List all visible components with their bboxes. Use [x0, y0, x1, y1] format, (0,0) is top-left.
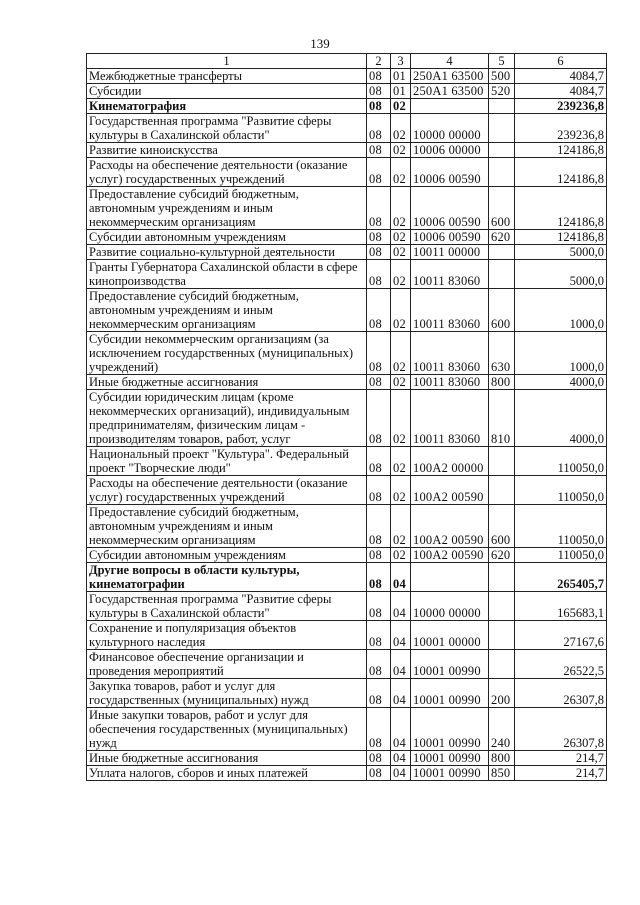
row-expense-type: 850 [489, 766, 515, 781]
row-name: Субсидии некоммерческим организациям (за исключением государственных (муниципальных) учреждений) [87, 332, 367, 375]
row-amount: 214,7 [515, 766, 607, 781]
row-section-code: 08 [367, 69, 391, 84]
row-subsection-code: 02 [391, 375, 411, 390]
table-row [87, 563, 607, 592]
table-row [87, 476, 607, 505]
row-amount: 239236,8 [515, 114, 607, 143]
row-section-code: 08 [367, 505, 391, 548]
table-row [87, 390, 607, 447]
row-subsection-code: 02 [391, 390, 411, 447]
table-body [87, 69, 607, 781]
table-row [87, 548, 607, 563]
col-header-subsection: 3 [391, 54, 411, 69]
row-name: Иные бюджетные ассигнования [87, 375, 367, 390]
row-section-code: 08 [367, 230, 391, 245]
col-header-target-article: 4 [411, 54, 489, 69]
row-target-article: 100A2 00590 [411, 476, 489, 505]
row-target-article: 10006 00590 [411, 187, 489, 230]
row-subsection-code: 04 [391, 621, 411, 650]
row-amount: 265405,7 [515, 563, 607, 592]
header-row [87, 54, 607, 69]
row-target-article: 10001 00990 [411, 679, 489, 708]
row-expense-type: 240 [489, 708, 515, 751]
row-name: Расходы на обеспечение деятельности (оказание услуг) государственных учреждений [87, 476, 367, 505]
row-subsection-code: 04 [391, 563, 411, 592]
row-name: Иные закупки товаров, работ и услуг для обеспечения государственных (муниципальных) нужд [87, 708, 367, 751]
row-name: Государственная программа "Развитие сферы культуры в Сахалинской области" [87, 592, 367, 621]
table-row [87, 332, 607, 375]
row-name: Предоставление субсидий бюджетным, автономным учреждениям и иным некоммерческим организациям [87, 187, 367, 230]
row-target-article: 10001 00990 [411, 751, 489, 766]
row-name: Субсидии юридическим лицам (кроме некоммерческих организаций), индивидуальным предпринимателям, физическим лицам - производителям товаров, работ, услуг [87, 390, 367, 447]
row-amount: 4084,7 [515, 69, 607, 84]
row-amount: 27167,6 [515, 621, 607, 650]
row-target-article [411, 563, 489, 592]
row-target-article: 10001 00990 [411, 766, 489, 781]
row-subsection-code: 04 [391, 650, 411, 679]
row-section-code: 08 [367, 187, 391, 230]
row-target-article: 10006 00000 [411, 143, 489, 158]
row-subsection-code: 04 [391, 751, 411, 766]
row-section-code: 08 [367, 621, 391, 650]
row-target-article: 10011 00000 [411, 245, 489, 260]
row-amount: 26307,8 [515, 708, 607, 751]
row-amount: 26307,8 [515, 679, 607, 708]
row-section-code: 08 [367, 447, 391, 476]
row-name: Межбюджетные трансферты [87, 69, 367, 84]
row-expense-type [489, 114, 515, 143]
row-subsection-code: 02 [391, 548, 411, 563]
row-amount: 214,7 [515, 751, 607, 766]
row-expense-type: 600 [489, 187, 515, 230]
row-name: Субсидии [87, 84, 367, 99]
row-name: Закупка товаров, работ и услуг для государственных (муниципальных) нужд [87, 679, 367, 708]
row-target-article: 100A2 00590 [411, 505, 489, 548]
row-expense-type [489, 143, 515, 158]
table-row [87, 766, 607, 781]
table-row [87, 99, 607, 114]
row-section-code: 08 [367, 158, 391, 187]
row-name: Другие вопросы в области культуры, кинематографии [87, 563, 367, 592]
col-header-name: 1 [87, 54, 367, 69]
row-target-article: 10000 00000 [411, 114, 489, 143]
row-name: Развитие киноискусства [87, 143, 367, 158]
row-subsection-code: 02 [391, 99, 411, 114]
row-subsection-code: 02 [391, 332, 411, 375]
row-amount: 165683,1 [515, 592, 607, 621]
row-section-code: 08 [367, 99, 391, 114]
row-name: Финансовое обеспечение организации и проведения мероприятий [87, 650, 367, 679]
row-amount: 110050,0 [515, 505, 607, 548]
row-expense-type [489, 563, 515, 592]
row-target-article: 10011 83060 [411, 390, 489, 447]
table-row [87, 84, 607, 99]
row-name: Предоставление субсидий бюджетным, автономным учреждениям и иным некоммерческим организациям [87, 289, 367, 332]
row-section-code: 08 [367, 143, 391, 158]
table-row [87, 260, 607, 289]
row-expense-type: 620 [489, 548, 515, 563]
row-target-article: 10001 00000 [411, 621, 489, 650]
row-section-code: 08 [367, 548, 391, 563]
row-name: Гранты Губернатора Сахалинской области в сфере кинопроизводства [87, 260, 367, 289]
row-expense-type [489, 245, 515, 260]
table-row [87, 447, 607, 476]
row-expense-type: 800 [489, 375, 515, 390]
row-amount: 4000,0 [515, 375, 607, 390]
row-amount: 239236,8 [515, 99, 607, 114]
row-subsection-code: 04 [391, 592, 411, 621]
row-section-code: 08 [367, 592, 391, 621]
row-name: Расходы на обеспечение деятельности (оказание услуг) государственных учреждений [87, 158, 367, 187]
row-expense-type: 520 [489, 84, 515, 99]
row-amount: 124186,8 [515, 143, 607, 158]
row-expense-type [489, 158, 515, 187]
table-row [87, 708, 607, 751]
row-subsection-code: 02 [391, 505, 411, 548]
row-section-code: 08 [367, 260, 391, 289]
row-name: Предоставление субсидий бюджетным, автономным учреждениям и иным некоммерческим организациям [87, 505, 367, 548]
table-row [87, 114, 607, 143]
row-amount: 4084,7 [515, 84, 607, 99]
row-name: Субсидии автономным учреждениям [87, 230, 367, 245]
row-subsection-code: 02 [391, 158, 411, 187]
row-subsection-code: 02 [391, 114, 411, 143]
row-amount: 1000,0 [515, 289, 607, 332]
table-row [87, 679, 607, 708]
row-name: Субсидии автономным учреждениям [87, 548, 367, 563]
table-row [87, 592, 607, 621]
row-expense-type [489, 650, 515, 679]
table-row [87, 621, 607, 650]
row-expense-type: 200 [489, 679, 515, 708]
row-amount: 124186,8 [515, 230, 607, 245]
table-row [87, 69, 607, 84]
table-row [87, 187, 607, 230]
table-row [87, 143, 607, 158]
row-subsection-code: 02 [391, 245, 411, 260]
row-amount: 110050,0 [515, 447, 607, 476]
row-expense-type [489, 447, 515, 476]
row-subsection-code: 02 [391, 447, 411, 476]
row-target-article: 10001 00990 [411, 650, 489, 679]
row-subsection-code: 04 [391, 708, 411, 751]
row-name: Иные бюджетные ассигнования [87, 751, 367, 766]
row-amount: 110050,0 [515, 548, 607, 563]
row-amount: 5000,0 [515, 260, 607, 289]
table-row [87, 650, 607, 679]
row-expense-type: 500 [489, 69, 515, 84]
row-subsection-code: 02 [391, 230, 411, 245]
row-target-article: 100A2 00000 [411, 447, 489, 476]
row-amount: 1000,0 [515, 332, 607, 375]
row-subsection-code: 04 [391, 766, 411, 781]
row-section-code: 08 [367, 289, 391, 332]
row-subsection-code: 02 [391, 143, 411, 158]
row-name: Кинематография [87, 99, 367, 114]
row-target-article: 10011 83060 [411, 332, 489, 375]
row-expense-type: 600 [489, 505, 515, 548]
table-row [87, 505, 607, 548]
row-subsection-code: 02 [391, 187, 411, 230]
row-subsection-code: 01 [391, 84, 411, 99]
row-expense-type [489, 592, 515, 621]
row-subsection-code: 02 [391, 260, 411, 289]
table-row [87, 158, 607, 187]
row-subsection-code: 02 [391, 476, 411, 505]
row-section-code: 08 [367, 766, 391, 781]
row-section-code: 08 [367, 114, 391, 143]
row-target-article: 10001 00990 [411, 708, 489, 751]
row-target-article: 250A1 63500 [411, 69, 489, 84]
row-subsection-code: 04 [391, 679, 411, 708]
table-row [87, 230, 607, 245]
row-section-code: 08 [367, 679, 391, 708]
row-target-article: 10011 83060 [411, 289, 489, 332]
row-section-code: 08 [367, 332, 391, 375]
row-amount: 26522,5 [515, 650, 607, 679]
row-target-article: 10006 00590 [411, 158, 489, 187]
row-name: Национальный проект "Культура". Федеральный проект "Творческие люди" [87, 447, 367, 476]
col-header-expense-type: 5 [489, 54, 515, 69]
row-section-code: 08 [367, 476, 391, 505]
row-amount: 124186,8 [515, 158, 607, 187]
row-name: Уплата налогов, сборов и иных платежей [87, 766, 367, 781]
row-section-code: 08 [367, 751, 391, 766]
row-section-code: 08 [367, 650, 391, 679]
row-target-article: 10006 00590 [411, 230, 489, 245]
row-amount: 124186,8 [515, 187, 607, 230]
row-expense-type: 810 [489, 390, 515, 447]
row-section-code: 08 [367, 375, 391, 390]
table-row [87, 375, 607, 390]
table-row [87, 751, 607, 766]
row-amount: 4000,0 [515, 390, 607, 447]
row-expense-type [489, 99, 515, 114]
row-expense-type [489, 260, 515, 289]
row-expense-type [489, 621, 515, 650]
row-amount: 110050,0 [515, 476, 607, 505]
row-subsection-code: 01 [391, 69, 411, 84]
row-section-code: 08 [367, 390, 391, 447]
row-subsection-code: 02 [391, 289, 411, 332]
row-expense-type: 620 [489, 230, 515, 245]
col-header-amount: 6 [515, 54, 607, 69]
row-expense-type: 600 [489, 289, 515, 332]
row-section-code: 08 [367, 563, 391, 592]
row-amount: 5000,0 [515, 245, 607, 260]
row-name: Сохранение и популяризация объектов культурного наследия [87, 621, 367, 650]
row-section-code: 08 [367, 84, 391, 99]
row-name: Развитие социально-культурной деятельности [87, 245, 367, 260]
row-target-article: 10011 83060 [411, 375, 489, 390]
table-row [87, 245, 607, 260]
row-target-article: 10000 00000 [411, 592, 489, 621]
row-section-code: 08 [367, 708, 391, 751]
row-expense-type [489, 476, 515, 505]
row-target-article: 100A2 00590 [411, 548, 489, 563]
table-row [87, 289, 607, 332]
row-expense-type: 630 [489, 332, 515, 375]
row-target-article: 250A1 63500 [411, 84, 489, 99]
row-target-article: 10011 83060 [411, 260, 489, 289]
row-target-article [411, 99, 489, 114]
col-header-section: 2 [367, 54, 391, 69]
row-name: Государственная программа "Развитие сферы культуры в Сахалинской области" [87, 114, 367, 143]
page-number: 139 [310, 36, 330, 51]
budget-table [86, 53, 607, 781]
row-section-code: 08 [367, 245, 391, 260]
row-expense-type: 800 [489, 751, 515, 766]
